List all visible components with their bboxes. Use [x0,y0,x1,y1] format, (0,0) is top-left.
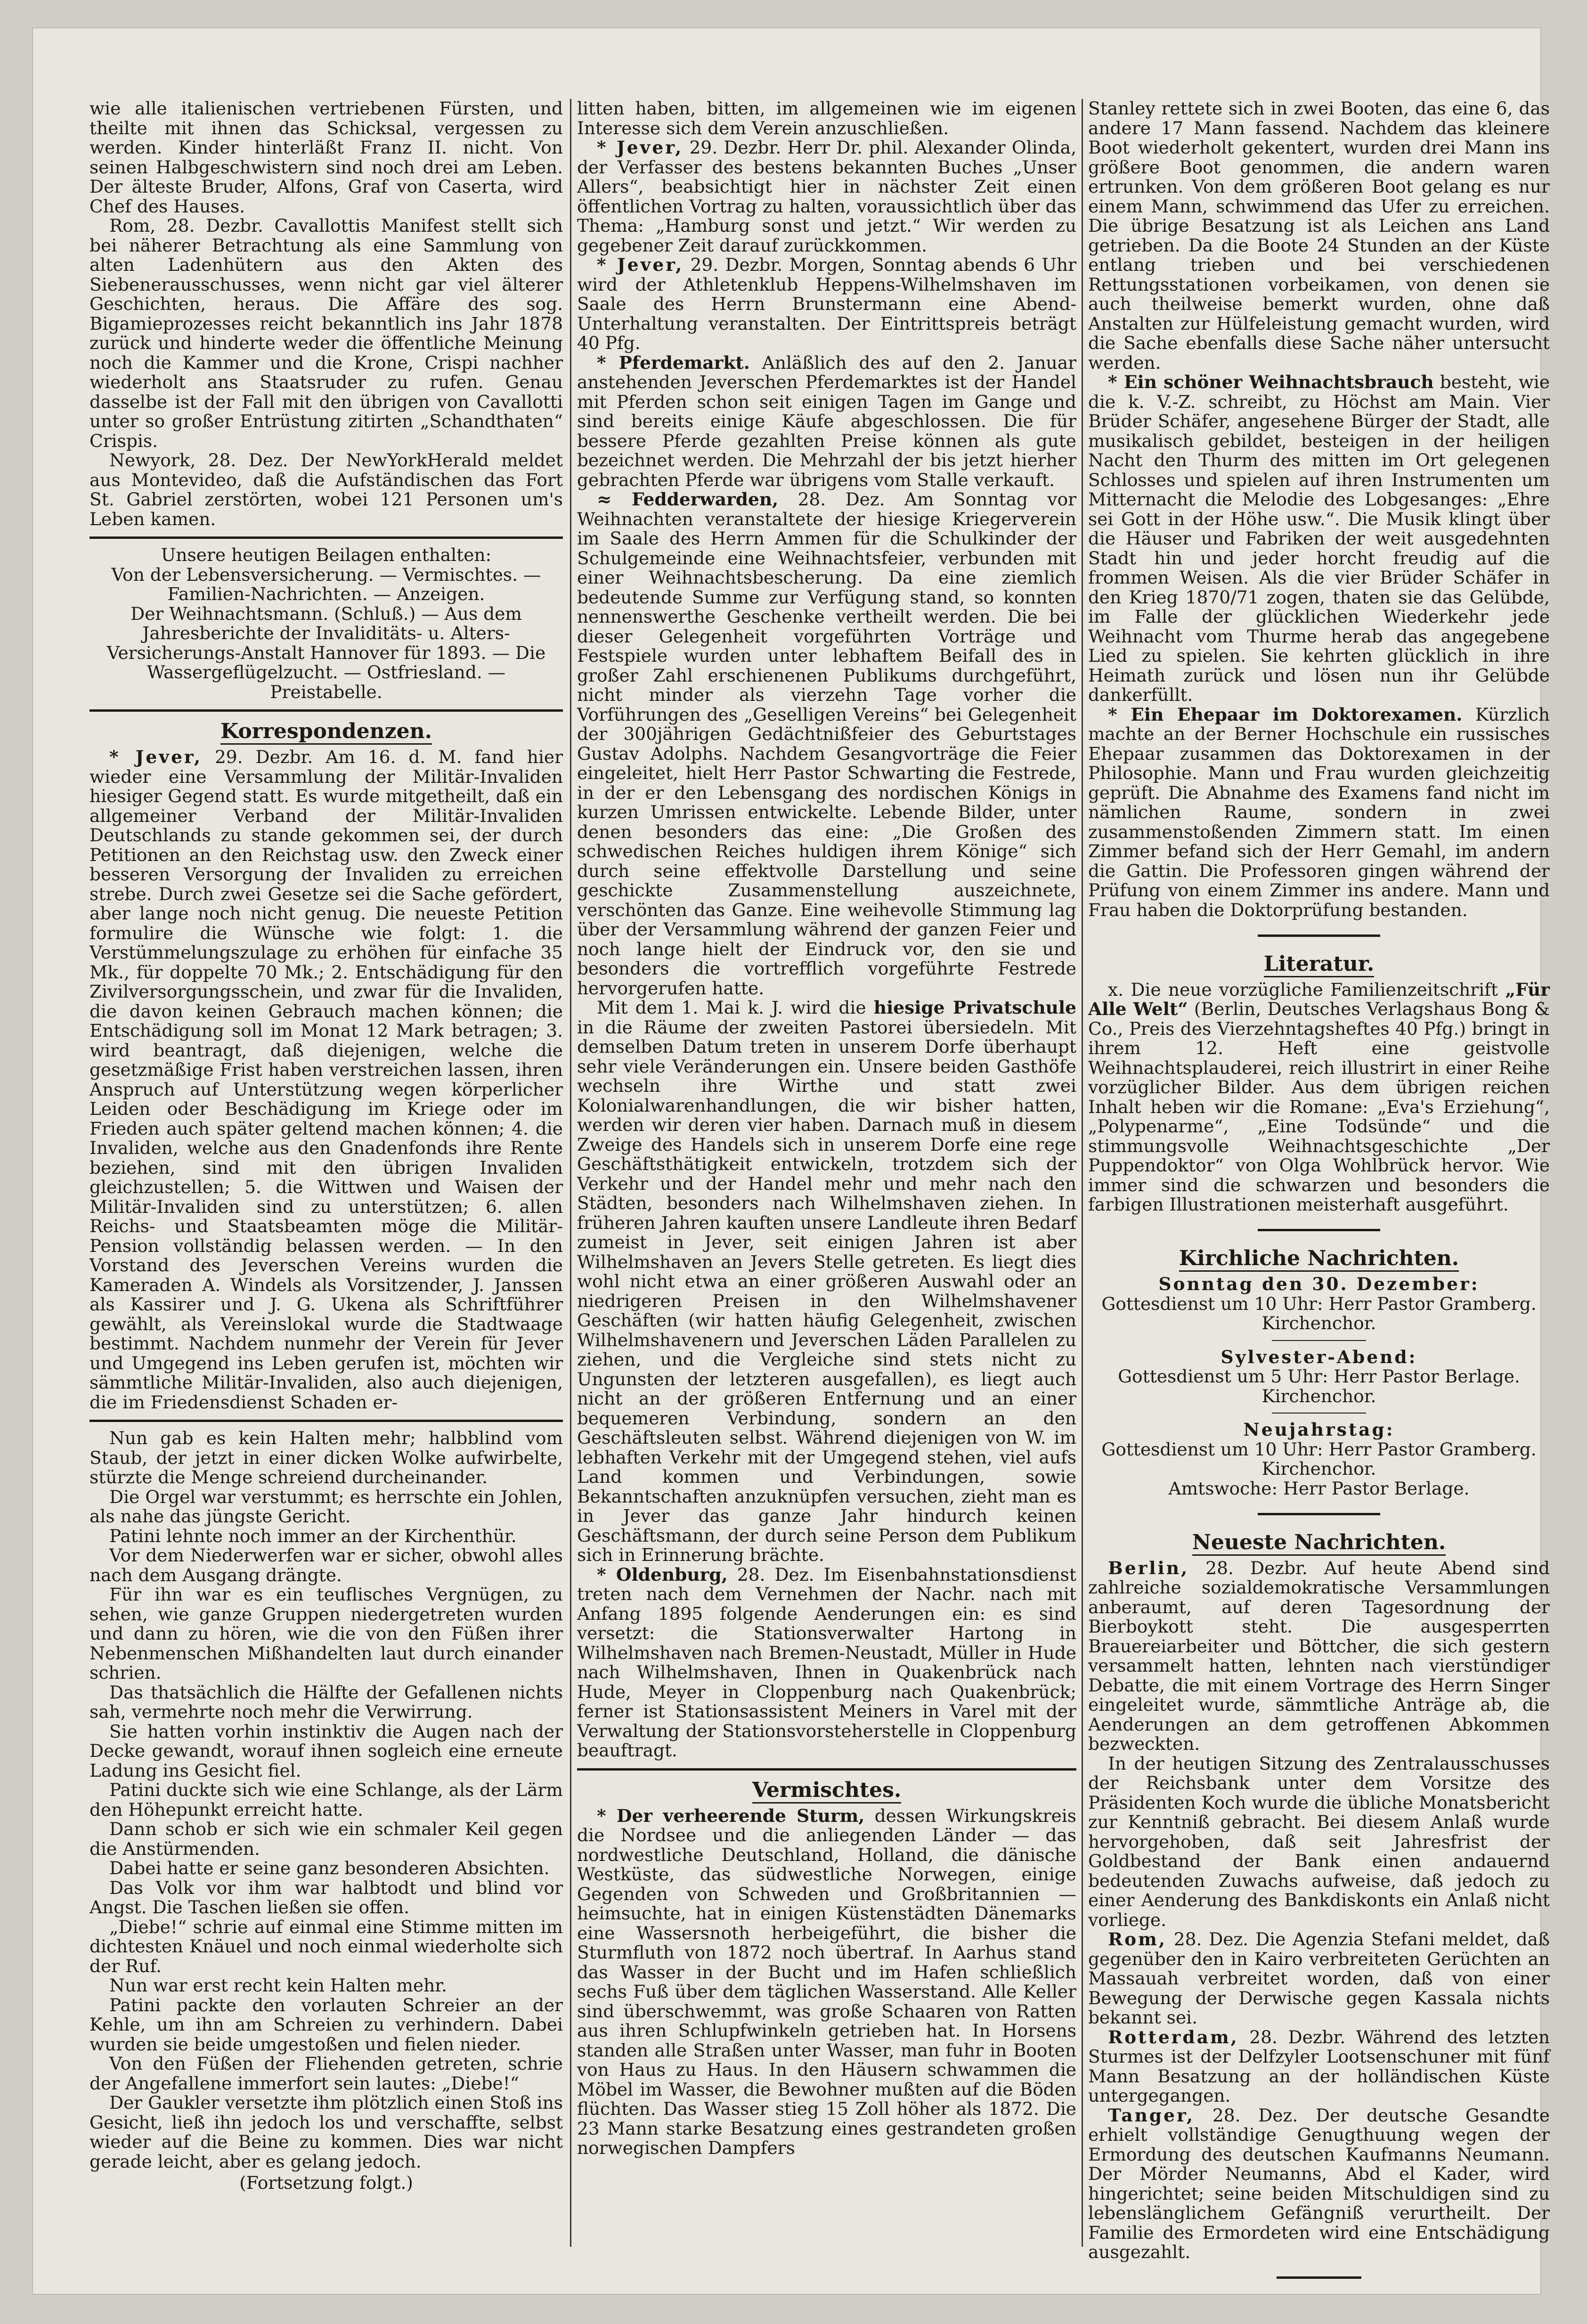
article-text: * Oldenburg, 28. Dez. Im Eisenbahnstationsdienst treten nach dem Vernehmen der Nachr. nach mit Anfang 1895 folgende Aenderungen ein: es sind versetzt: die Stationsverwalter Hartong in Wilhelmshaven nach Bremen-Neustadt, Müller in Hude nach Wilhelmshaven, Ihnen in Quakenbrück nach Hude, Meyer in Cloppenburg nach Quakenbrück; ferner ist Stationsassistent Meiners in Varel mit der Verwaltung der Stationsvorsteherstelle in Cloppenburg beauftragt. [577,1564,1076,1761]
article-text: * Ein Ehepaar im Doktorexamen. Kürzlich machte an der Berner Hochschule ein russisches Ehepaar zusammen das Doktorexamen in der Philosophie. Mann und Frau wurden gleichzeitig geprüft. Die Abnahme des Examens fand nicht im nämlichen Raume, sondern in zwei zusammenstoßenden Zimmern statt. Im einen Zimmer befand sich der Herr Gemahl, im andern die Gattin. Die Professoren gingen während der Prüfung von einem Zimmer ins andere. Mann und Frau haben die Doktorprüfung bestanden. [1088,704,1550,920]
divider [577,1768,1076,1771]
divider [1088,2267,1550,2287]
section-heading: Neueste Nachrichten. [1088,1529,1550,1556]
story-paragraph: Nun war erst recht kein Halten mehr. [109,1975,447,1996]
church-date: Sylvester-Abend: [1221,1346,1417,1367]
dateline: * Der verheerende Sturm, [597,1805,865,1826]
divider [1088,925,1550,944]
divider [1088,1219,1550,1239]
church-date: Neujahrstag: [1243,1419,1395,1440]
article-text: Rom, 28. Dez. Die Agenzia Stefani meldet, daß gegenüber den in Kairo verbreiteten Gerüchten an Massauah verbreitet worden, daß von einer Bewegung der Derwische gegen Kassala nichts bekannt sei. [1088,1929,1550,2028]
church-service: Kirchenchor. [1261,1458,1376,1479]
article-text: * Jever, 29. Dezbr. Herr Dr. phil. Alexander Olinda, der Verfasser des bestens bekannten Buches „Unser Allers“, beabsichtigt hier in nächster Zeit einen öffentlichen Vortrag zu halten, voraussichtlich über das Thema: „Hamburg sonst und jetzt.“ Wir werden zu gegebener Zeit darauf zurückkommen. [577,137,1076,256]
dateline: * Ein schöner Weihnachtsbrauch [1108,372,1434,392]
dateline: Rotterdam, [1108,2026,1239,2048]
church-service: Amtswoche: Herr Pastor Berlage. [1168,1478,1470,1499]
story-paragraph: Die Orgel war verstummt; es herrschte ein Johlen, als nahe das jüngste Gericht. [90,1486,563,1527]
church-service: Kirchenchor. [1261,1385,1376,1406]
dateline: Tanger, [1108,2105,1195,2126]
story-paragraph: Nun gab es kein Halten mehr; halbblind vom Staub, der jetzt in einer dicken Wolke aufwirbelte, stürzte die Menge schreiend durcheinander. [90,1428,563,1487]
dateline: * Ein Ehepaar im Doktorexamen. [1108,704,1463,725]
divider [1272,1340,1366,1341]
article-text: Newyork, 28. Dez. Der NewYorkHerald meldet aus Montevideo, daß die Aufständischen das Fort St. Gabriel zerstörten, wobei 121 Personen um's Leben kamen. [90,450,563,529]
article-text: Berlin, 28. Dezbr. Auf heute Abend sind zahlreiche sozialdemokratische Versammlungen anberaumt, auf deren Tagesordnung der Bierboykott steht. Die ausgesperrten Brauereiarbeiter und Böttcher, die sich gestern versammelt hatten, lehnten nach vierstündiger Debatte, die mit einem Vortrage des Herrn Singer eingeleitet wurde, sämmtliche Anträge ab, die Aenderungen an dem getroffenen Abkommen bezweckten. [1088,1557,1550,1754]
section-heading: Kirchliche Nachrichten. [1088,1245,1550,1272]
dateline: * Jever, [109,747,203,767]
church-date: Sonntag den 30. Dezember: [1158,1274,1480,1294]
dateline: Berlin, [1108,1557,1189,1578]
article-text: litten haben, bitten, im allgemeinen wie im eigenen Interesse sich dem Verein anzuschließen. [577,98,1076,138]
column-2 [577,99,1076,2223]
article-text: * Ein schöner Weihnachtsbrauch besteht, wie die k. V.-Z. schreibt, zu Höchst am Main. Vier Brüder Schäfer, angesehene Bürger der Stadt, alle musikalisch gebildet, besteigen in der heiligen Nacht den Thurm des mitten im Ort gelegenen Schlosses und spielen auf ihren Instrumenten um Mitternacht die Melodie des Lobgesanges: „Ehre sei Gott in der Höhe usw.“. Die Musik klingt über die Häuser und Fabriken der weit ausgedehnten Stadt hin und jeder horcht freudig auf die frommen Weisen. Als die vier Brüder Schäfer in den Krieg 1870/71 zogen, thaten sie das Gelübde, im Falle der glücklichen Wiederkehr jede Weihnacht vom Thurme herab das angegebene Lied zu spielen. Sie kehrten glücklich in ihre Heimath zurück und lösen nun ihr Gelübde dankerfüllt. [1088,372,1550,705]
church-service: Gottesdienst um 5 Uhr: Herr Pastor Berlage. [1118,1366,1520,1387]
article-text: Mit dem 1. Mai k. J. wird die hiesige Privatschule in die Räume der zweiten Pastorei übersiedeln. Mit demselben Datum treten in unserem Dorfe überhaupt sehr viele Veränderungen ein. Unsere beiden Gasthöfe wechseln ihre Wirthe und statt zwei Kolonialwarenhandlungen, die wir bisher hatten, werden wir deren vier haben. Darnach muß in diesem Zweige des Handels sich in unserem Dorfe eine rege Geschäftsthätigkeit entwickeln, trotzdem sich der Verkehr und der Handel mehr und mehr nach den Städten, besonders nach Wilhelmshaven ziehen. In früheren Jahren kauften unsere Landleute ihren Bedarf zumeist in Jever, seit einigen Jahren ist aber Wilhelmshaven an Jevers Stelle getreten. Es liegt dies wohl nicht etwa an einer größeren Auswahl oder an niedrigeren Preisen in den Wilhelmshavener Geschäften (wir hatten häufig Gelegenheit, zwischen Wilhelmshavenern und Jeverschen Läden Parallelen zu ziehen, und die Vergleiche sind stets nicht zu Ungunsten der letzteren ausgefallen), es liegt auch nicht an der größeren Entfernung und an einer bequemeren Verbindung, sondern an den Geschäftsleuten selbst. Während diejenigen von W. im lebhaften Verkehr mit der Umgegend stehen, viel aufs Land kommen und Verbindungen, sowie Bekanntschaften anzuknüpfen versuchen, zieht man es in Jever das ganze Jahr hindurch keinen Geschäftsmann, der durch seine Person dem Publikum sich in Erinnerung brächte. [577,997,1076,1565]
supplements-list: Von der Lebensversicherung. — Vermischtes. — Familien-Nachrichten. — Anzeigen. [111,564,541,604]
story-paragraph: Von den Füßen der Fliehenden getreten, schrie der Angefallene immerfort sein lautes: „Diebe!“ [90,2053,563,2094]
story-paragraph: Der Gaukler versetzte ihm plötzlich einen Stoß ins Gesicht, ließ ihn jedoch los und verschaffte, selbst wieder auf die Beine zu kommen. Dies war nicht gerade leicht, aber es gelang jedoch. [90,2092,563,2172]
column-rule [1082,99,1083,2247]
supplements-title: Unsere heutigen Beilagen enthalten: [161,544,492,565]
story-paragraph: „Diebe!“ schrie auf einmal eine Stimme mitten im dichtesten Knäuel und noch einmal wiederholte sich der Ruf. [90,1916,563,1976]
serial-story [90,1429,563,2193]
dateline: * Pferdemarkt. [597,352,750,373]
newspaper-page [33,28,1550,2294]
article-text: Stanley rettete sich in zwei Booten, das eine 6, das andere 17 Mann fassend. Nachdem das kleinere Boot wiederholt gekentert, wurden drei Mann ins größere Boot genommen, die andern waren ertrunken. Von dem größeren Boot gelang es nur einem Mann, schwimmend das Ufer zu erreichen. Die übrige Besatzung ist als Leichen ans Land getrieben. Da die Boote 24 Stunden an der Küste entlang trieben und bei verschiedenen Rettungsstationen vorbeikamen, von denen sie auch theilweise bemerkt wurden, ohne daß Anstalten zur Hülfeleistung gemacht wurden, wird die Sache ebenfalls diese Sache näher untersucht werden. [1088,98,1550,373]
story-paragraph: Patini packte den vorlauten Schreier an der Kehle, um ihn am Schreien zu verhindern. Dabei wurden sie beide umgestoßen und fielen nieder. [90,1994,563,2055]
divider [90,1420,563,1422]
section-heading: Literatur. [1088,951,1550,977]
column-1 [90,99,563,2247]
section-heading: Korrespondenzen. [90,718,563,745]
column-3 [1088,98,1550,2262]
article-text: Tanger, 28. Dez. Der deutsche Gesandte erhielt vollständige Genugthuung wegen der Ermordung des deutschen Kaufmanns Neumann. Der Mörder Neumanns, Abd el Kader, wird hingerichtet; seine beiden Mitschuldigen sind zu lebenslänglichem Gefängniß verurtheilt. Der Familie des Ermordeten wird eine Entschädigung ausgezahlt. [1088,2105,1550,2262]
column-rule [570,99,571,2247]
church-service: Gottesdienst um 10 Uhr: Herr Pastor Gramberg. [1101,1438,1537,1460]
divider [1272,1413,1366,1414]
divider [1088,1503,1550,1523]
story-paragraph: Sie hatten vorhin instinktiv die Augen nach der Decke gewandt, worauf ihnen sogleich eine erneute Ladung ins Gesicht fiel. [90,1721,563,1781]
story-paragraph: Vor dem Niederwerfen war er sicher, obwohl alles nach dem Ausgang drängte. [90,1545,563,1585]
church-service: Gottesdienst um 10 Uhr: Herr Pastor Gramberg. [1101,1293,1537,1314]
story-paragraph: Das Volk vor ihm war halbtodt und blind vor Angst. Die Taschen ließen sie offen. [90,1877,563,1918]
article-text: ≈ Fedderwarden, 28. Dez. Am Sonntag vor Weihnachten veranstaltete der hiesige Kriegerverein im Saale des Herrn Ammen für die Schulkinder der Schulgemeinde eine Weihnachtsfeier, verbunden mit einer Weihnachtsbescherung. Da eine ziemlich bedeutende Summe zur Verfügung stand, so konnten nennenswerthe Geschenke vertheilt werden. Die bei dieser Gelegenheit vorgeführten Vorträge und Festspiele wurden unter lebhaftem Beifall des in großer Zahl erschienenen Publikums durchgeführt, nicht minder als vierzehn Tage vorher die Vorführungen des „Geselligen Vereins“ bei Gelegenheit der 300jährigen Gedächtnißfeier des Geburtstages Gustav Adolphs. Nachdem Gesangvorträge die Feier eingeleitet, hielt Herr Pastor Schwarting die Festrede, in der er den Lebensgang des nordischen Königs in kurzen Umrissen entwickelte. Lebende Bilder, unter denen besonders das eine: „Die Großen des schwedischen Reiches huldigen ihrem Könige“ sich durch seine effektvolle Darstellung und seine geschickte Zusammenstellung auszeichnete, verschönten das Ganze. Eine weihevolle Stimmung lag über der Versammlung während der ganzen Feier und noch lange hielt der Eindruck vor, den sie und besonders die vortrefflich vorgeführte Festrede hervorgerufen hatte. [577,489,1077,999]
article-text: x. Die neue vorzügliche Familienzeitschrift „Für Alle Welt“ (Berlin, Deutsches Verlagshaus Bong & Co., Preis des Vierzehntagsheftes 40 Pfg.) bringt in ihrem 12. Heft eine geistvolle Weihnachtsplauderei, reich illustrirt in einer Reihe vorzüglicher Bilder. Aus dem übrigen reichen Inhalt heben wir die Romane: „Eva's Erziehung“, „Polypenarme“, „Eine Todsünde“ und die stimmungsvolle Weihnachtsgeschichte „Der Puppendoktor“ von Olga Wohlbrück hervor. Wie immer sind die schwarzen und besonders die farbigen Illustrationen meisterhaft ausgeführt. [1088,979,1550,1215]
divider [90,709,563,712]
story-paragraph: Für ihn war es ein teuflisches Vergnügen, zu sehen, wie ganze Gruppen niedergetreten wurden und dann zu hören, wie die von den Füßen ihrer Nebenmenschen Mißhandelten laut durch einander schrien. [90,1584,563,1683]
article-text: wie alle italienischen vertriebenen Fürsten, und theilte mit ihnen das Schicksal, vergessen zu werden. Kinder hinterläßt Franz II. nicht. Von seinen Halbgeschwistern sind noch drei am Leben. Der älteste Bruder, Alfons, Graf von Caserta, wird Chef des Hauses. [90,98,563,217]
article-text: In der heutigen Sitzung des Zentralausschusses der Reichsbank unter dem Vorsitze des Präsidenten Koch wurde die übliche Monatsbericht zur Kenntniß gebracht. Bei diesem Anlaß wurde hervorgehoben, daß seit Jahresfrist der Goldbestand der Bank einen andauernd bedeutenden Zuwachs aufweise, daß jedoch zu einer Aenderung des Bankdiskonts ein Anlaß nicht vorliege. [1088,1753,1550,1930]
supplements-box [90,545,563,702]
story-paragraph: Das thatsächlich die Hälfte der Gefallenen nichts sah, vermehrte noch mehr die Verwirrung. [90,1682,563,1722]
article-text: Rom, 28. Dezbr. Cavallottis Manifest stellt sich bei näherer Betrachtung als eine Sammlung von alten Ladenhütern aus den Akten des Siebenerausschusses, wenn nicht gar viel älterer Geschichten, heraus. Die Affäre des sog. Bigamieprozesses reicht bekanntlich ins Jahr 1878 zurück und hinderte weder die öffentliche Meinung noch die Kammer und die Krone, Crispi nachher wiederholt ans Staatsruder zu rufen. Genau dasselbe ist der Fall mit den übrigen von Cavallotti unter so großer Entrüstung zitirten „Schandthaten“ Crispis. [90,215,563,451]
article-text: * Jever, 29. Dezbr. Am 16. d. M. fand hier wieder eine Versammlung der Militär-Invaliden hiesiger Gegend statt. Es wurde mitgetheilt, daß ein allgemeiner Verband der Militär-Invaliden Deutschlands zu stande gekommen sei, der durch Petitionen an den Reichstag usw. den Zweck einer besseren Versorgung der Invaliden zu erreichen strebe. Durch zwei Gesetze sei die Sache gefördert, aber lange noch nicht genug. Die neueste Petition formulire die Wünsche wie folgt: 1. die Verstümmelungszulage zu erhöhen für einfache 35 Mk., für doppelte 70 Mk.; 2. Entschädigung für den Zivilversorgungsschein, und zwar für die Invaliden, die davon keinen Gebrauch machen können; die Entschädigung soll im Monat 12 Mark betragen; 3. wird beantragt, daß diejenigen, welche die gesetzmäßige Frist haben verstreichen lassen, ihren Anspruch auf Unterstützung wegen körperlicher Leiden oder Beschädigung im Kriege oder im Frieden auch später geltend machen können; 4. die Invaliden, welche aus den Gnadenfonds ihre Rente beziehen, sind mit den übrigen Invaliden gleichzustellen; 5. die Wittwen und Waisen der Militär-Invaliden sind zu unterstützen; 6. allen Reichs- und Staatsbeamten möge die Militär-Pension vollständig belassen werden. — In den Vorstand des Jeverschen Vereins wurden die Kameraden A. Windels als Vorsitzender, J. Janssen als Kassirer und J. G. Ukena als Schriftführer gewählt, als Vereinslokal wurde die Stadtwaage bestimmt. Nachdem nunmehr der Verein für Jever und Umgegend ins Leben gerufen ist, möchten wir sämmtliche Militär-Invaliden, also auch diejenigen, die im Friedensdienst Schaden er- [90,747,563,1413]
supplements-list: Der Weihnachtsmann. (Schluß.) — Aus dem Jahresberichte der Invaliditäts- u. Alters-Versicherungs-Anstalt Hannover für 1893. — Die Wassergeflügelzucht. — Ostfriesland. — Preistabelle. [106,603,546,702]
dateline: * Oldenburg, [597,1564,728,1585]
section-heading: Vermischtes. [577,1777,1076,1804]
story-paragraph: Dabei hatte er seine ganz besonderen Absichten. [109,1858,550,1878]
story-paragraph: Patini lehnte noch immer an der Kirchenthür. [109,1525,517,1546]
dateline: * Jever, [597,137,684,158]
story-paragraph: Patini duckte sich wie eine Schlange, als der Lärm den Höhepunkt erreicht hatte. [90,1780,563,1820]
article-text: * Pferdemarkt. Anläßlich des auf den 2. Januar anstehenden Jeverschen Pferdemarktes ist der Handel mit Pferden schon seit einigen Tagen im Gange und sind bereits einige Käufe abgeschlossen. Die für bessere Pferde gezahlten Preise können als gute bezeichnet werden. Die Mehrzahl der bis jetzt hierher gebrachten Pferde war übrigens vom Stalle verkauft. [577,352,1076,490]
church-service: Kirchenchor. [1261,1313,1376,1333]
divider [90,536,563,539]
continuation-note: (Fortsetzung folgt.) [239,2172,413,2193]
dateline: Rom, [1108,1929,1167,1950]
article-text: * Jever, 29. Dezbr. Morgen, Sonntag abends 6 Uhr wird der Athletenklub Heppens-Wilhelmshaven im Saale des Herrn Brunstermann eine Abend-Unterhaltung veranstalten. Der Eintrittspreis beträgt 40 Pfg. [577,254,1076,353]
dateline: * Jever, [597,254,684,275]
article-text: * Der verheerende Sturm, dessen Wirkungskreis die Nordsee und die anliegenden Länder — das nordwestliche Deutschland, Holland, die dänische Westküste, das südwestliche Norwegen, einige Gegenden von Schweden und Großbritannien — heimsuchte, hat in einigen Küstenstädten Dänemarks eine Wassersnoth herbeigeführt, die bisher die Sturmfluth von 1872 noch übertraf. In Aarhus stand das Wasser in der Bucht und im Hafen schließlich sechs Fuß über dem täglichen Wasserstand. Alle Keller sind überschwemmt, was große Schaaren von Ratten aus ihren Schlupfwinkeln getrieben hat. In Horsens standen alle Straßen unter Wasser, man fuhr in Booten von Haus zu Haus. In den Häusern schwammen die Möbel im Wasser, die Bewohner mußten auf die Böden flüchten. Das Wasser stieg 15 Zoll höher als 1872. Die 23 Mann starke Besatzung eines gestrandeten großen norwegischen Dampfers [577,1805,1076,2158]
article-text: Rotterdam, 28. Dezbr. Während des letzten Sturmes ist der Delfzyler Lootsenschuner mit fünf Mann Besatzung an der holländischen Küste untergegangen. [1088,2026,1550,2106]
story-paragraph: Dann schob er sich wie ein schmaler Keil gegen die Anstürmenden. [90,1819,563,1859]
dateline: ≈ Fedderwarden, [597,489,779,510]
